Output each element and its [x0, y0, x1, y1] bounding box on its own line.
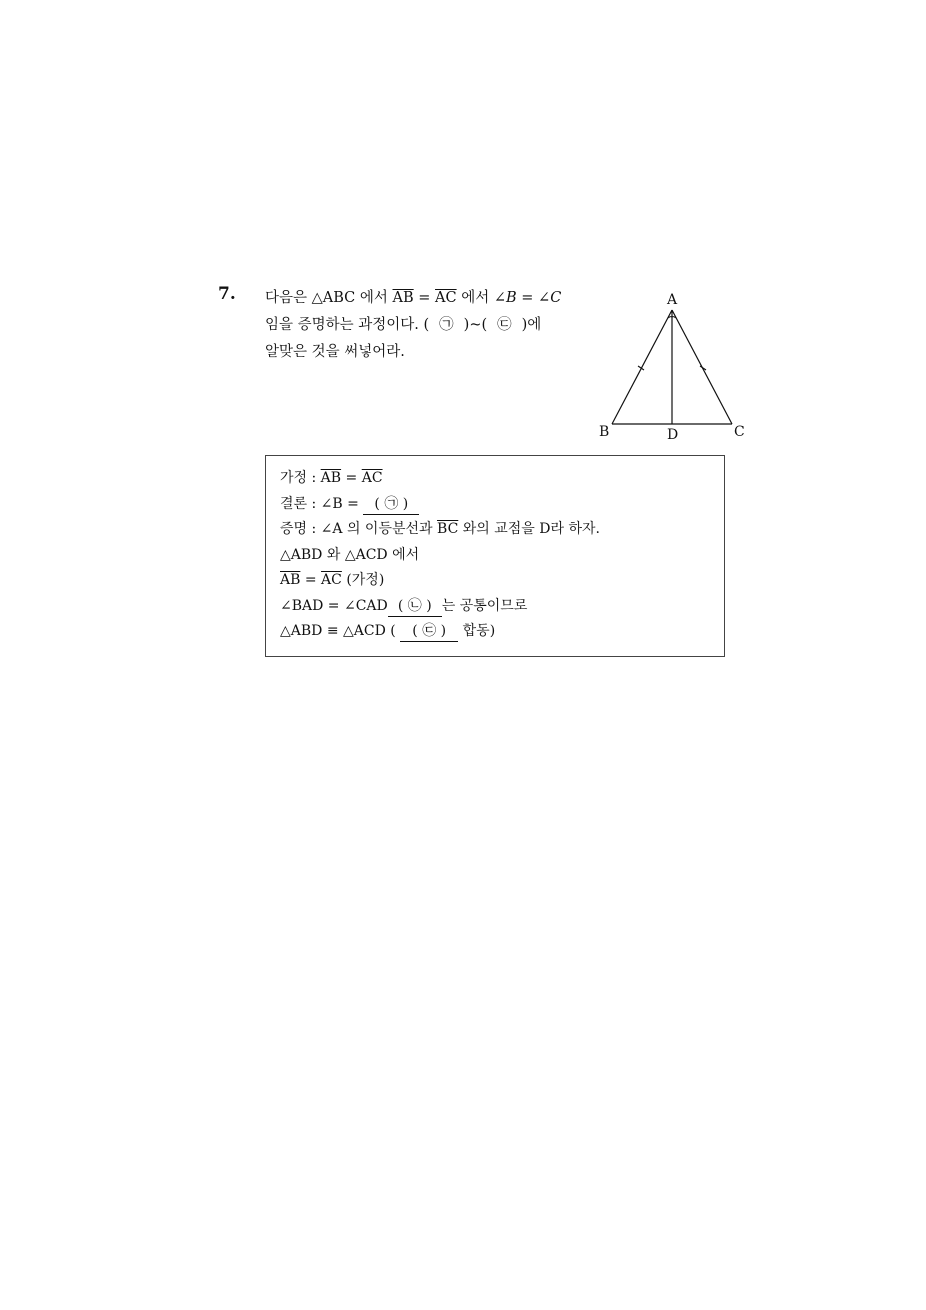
proof-fragment: 가정 : [280, 470, 321, 486]
proof-fragment: 와의 교점을 D라 하자. [458, 521, 600, 537]
segment-ac: $\overline{AC}$ [361, 470, 383, 486]
angle-b-var: B [506, 290, 517, 306]
question-fragment: = ∠ [516, 290, 551, 306]
segment-bc: $\overline{BC}$ [437, 521, 459, 537]
segment-ac: $\overline{AC}$ [435, 290, 457, 306]
question-text [265, 285, 595, 366]
question-fragment: )~( [463, 317, 488, 333]
proof-angles-equal [280, 594, 710, 620]
label-d: D [667, 427, 679, 443]
proof-hypothesis [280, 466, 710, 492]
proof-fragment: 결론 : ∠B = [280, 495, 364, 512]
proof-fragment: △ABD ≡ △ACD ( [280, 623, 401, 639]
triangle-figure [592, 288, 752, 448]
blank-marker-3: ㉢ [497, 317, 512, 333]
blank-2[interactable]: ( ㉡ ) [388, 596, 442, 617]
proof-conclusion [280, 492, 710, 518]
angle-c-var: C [550, 290, 562, 306]
problem-number: 7. [218, 284, 236, 304]
equals-sign: = [341, 470, 362, 486]
segment-ab: $\overline{AB}$ [280, 572, 301, 588]
segment-ab: $\overline{AB}$ [392, 290, 414, 306]
side-ab [612, 310, 672, 424]
equals-sign: = [413, 290, 436, 306]
proof-fragment: (가정) [341, 572, 385, 588]
proof-fragment: 합동) [458, 623, 496, 639]
segment-ac: $\overline{AC}$ [321, 572, 342, 588]
blank-3[interactable]: ( ㉢ ) [400, 621, 458, 642]
equals-sign: = [300, 572, 322, 588]
question-fragment: 임을 증명하는 과정이다. ( [265, 317, 430, 333]
proof-box [265, 455, 725, 657]
proof-fragment: 는 공통이므로 [441, 597, 528, 614]
question-line-1 [265, 285, 595, 312]
question-line-3: 알맞은 것을 써넣어라. [265, 344, 405, 360]
blank-marker-1: ㉠ [439, 317, 454, 333]
proof-fragment: 증명 : ∠A 의 이등분선과 [280, 521, 438, 537]
proof-sides-equal [280, 568, 710, 594]
label-a: A [667, 292, 678, 308]
proof-triangles: △ABD 와 △ACD 에서 [280, 546, 420, 563]
question-fragment: 에서 ∠ [456, 290, 506, 306]
question-fragment: 다음은 △ABC 에서 [265, 290, 393, 306]
question-fragment: )에 [521, 317, 542, 333]
segment-ab: $\overline{AB}$ [320, 470, 342, 486]
proof-fragment: ∠BAD = ∠CAD [280, 597, 388, 614]
label-c: C [734, 424, 745, 440]
blank-1[interactable]: ( ㉠ ) [363, 494, 419, 515]
proof-statement [280, 517, 710, 543]
proof-congruence [280, 619, 710, 645]
question-line-2 [265, 312, 595, 339]
label-b: B [599, 424, 610, 440]
